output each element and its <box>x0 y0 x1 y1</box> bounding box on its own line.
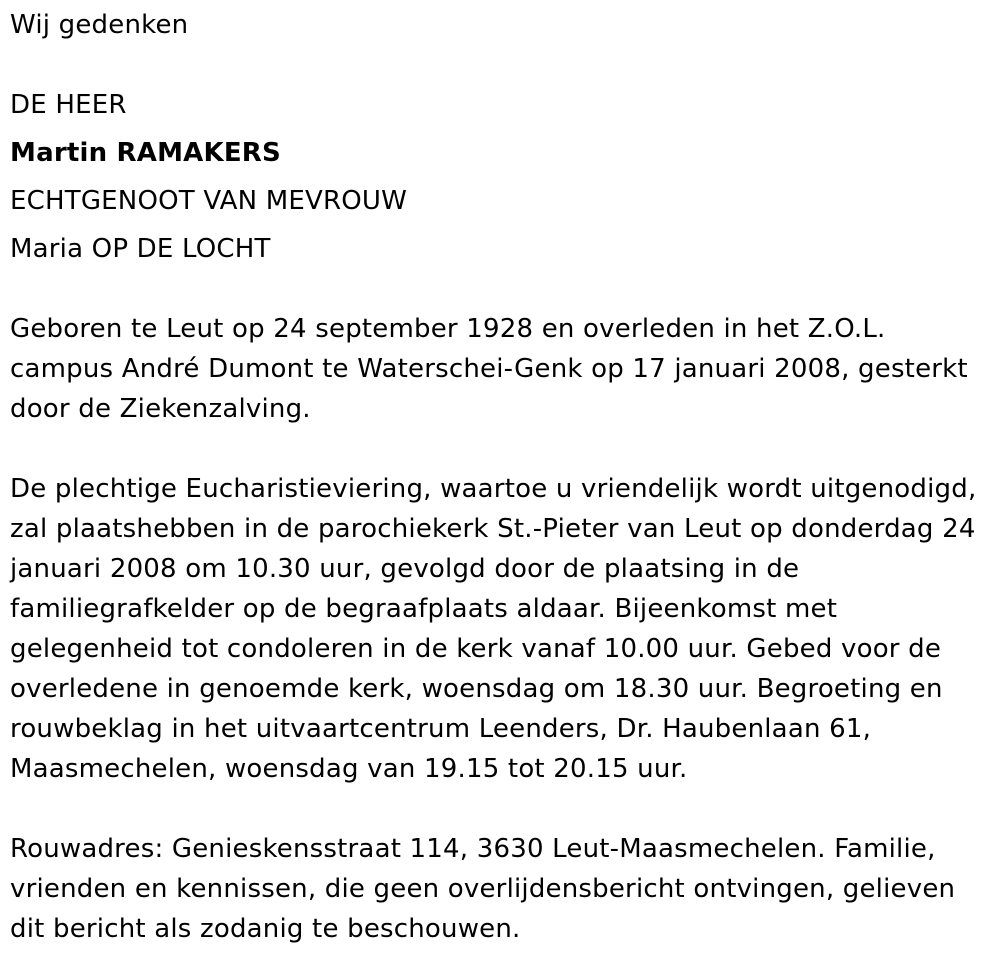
paragraph-line: campus André Dumont te Waterschei-Genk op 17 januari 2008, gesterkt <box>10 354 968 384</box>
paragraph-service <box>10 469 995 789</box>
deceased-name: Martin RAMAKERS <box>10 138 281 168</box>
spouse-label: ECHTGENOOT VAN MEVROUW <box>10 186 408 216</box>
paragraph-line: overledene in genoemde kerk, woensdag om 18.30 uur. Begroeting en <box>10 674 943 704</box>
paragraph-line: door de Ziekenzalving. <box>10 394 311 424</box>
paragraph-line: zal plaatshebben in de parochiekerk St.-Pieter van Leut op donderdag 24 <box>10 514 976 544</box>
title-line: DE HEER <box>10 90 127 120</box>
paragraph-line: rouwbeklag in het uitvaartcentrum Leenders, Dr. Haubenlaan 61, <box>10 714 872 744</box>
spouse-name: Maria OP DE LOCHT <box>10 234 271 264</box>
paragraph-line: Geboren te Leut op 24 september 1928 en overleden in het Z.O.L. <box>10 314 886 344</box>
paragraph-line: dit bericht als zodanig te beschouwen. <box>10 914 521 944</box>
paragraph-line: Maasmechelen, woensdag van 19.15 tot 20.15 uur. <box>10 754 688 784</box>
paragraph-line: vrienden en kennissen, die geen overlijdensbericht ontvingen, gelieven <box>10 874 956 904</box>
intro-text: Wij gedenken <box>10 10 189 40</box>
paragraph-line: De plechtige Eucharistieviering, waartoe u vriendelijk wordt uitgenodigd, <box>10 474 977 504</box>
paragraph-line: januari 2008 om 10.30 uur, gevolgd door de plaatsing in de <box>10 554 800 584</box>
paragraph-line: Rouwadres: Genieskensstraat 114, 3630 Leut-Maasmechelen. Familie, <box>10 834 936 864</box>
paragraph-birth <box>10 309 995 429</box>
paragraph-line: gelegenheid tot condoleren in de kerk vanaf 10.00 uur. Gebed voor de <box>10 634 942 664</box>
paragraph-address <box>10 829 995 949</box>
paragraph-line: familiegrafkelder op de begraafplaats aldaar. Bijeenkomst met <box>10 594 838 624</box>
